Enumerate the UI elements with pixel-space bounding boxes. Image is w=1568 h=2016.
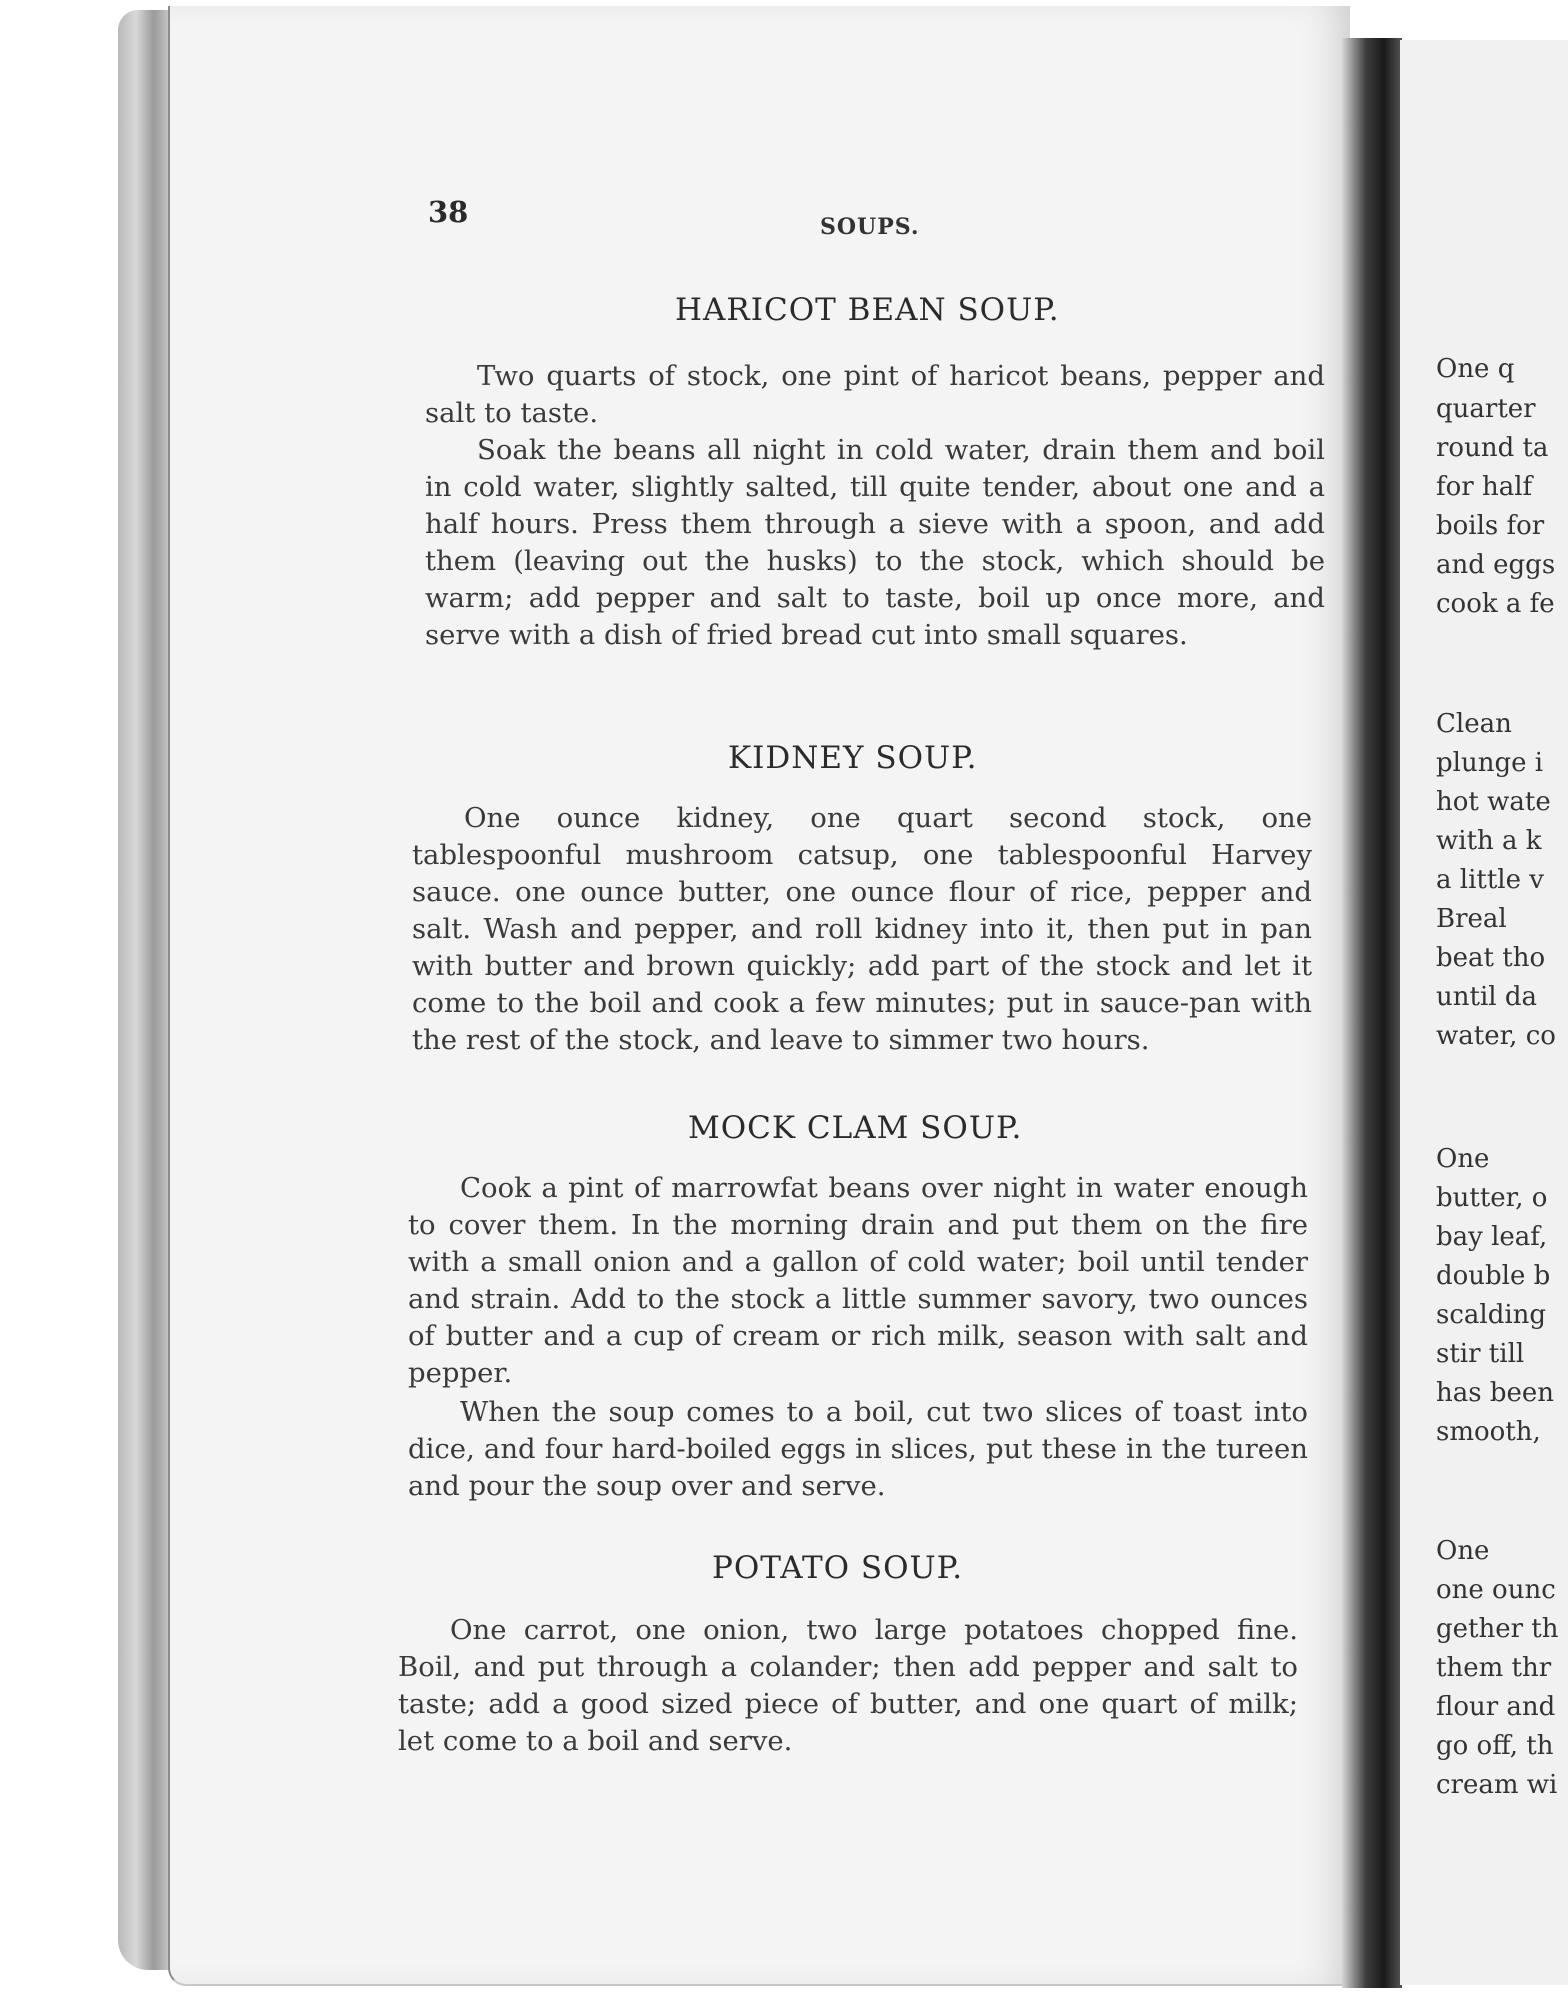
facing-page-line: butter, o bbox=[1436, 1183, 1548, 1213]
recipe-title: KIDNEY SOUP. bbox=[728, 740, 978, 776]
facing-page-line: for half bbox=[1436, 472, 1533, 502]
facing-page-line: stir till bbox=[1436, 1339, 1525, 1369]
facing-page-line: go off, th bbox=[1436, 1731, 1554, 1761]
facing-page-line: One q bbox=[1436, 354, 1515, 384]
facing-page-line: smooth, bbox=[1436, 1417, 1541, 1447]
facing-page-line: flour and bbox=[1436, 1692, 1556, 1722]
recipe-title: POTATO SOUP. bbox=[712, 1550, 964, 1586]
facing-page-line: gether th bbox=[1436, 1614, 1559, 1644]
book-gutter bbox=[1342, 38, 1402, 1988]
facing-page-line: one ounc bbox=[1436, 1575, 1556, 1605]
facing-page-line: scalding bbox=[1436, 1300, 1547, 1330]
facing-page-text bbox=[1400, 40, 1568, 1980]
facing-page-line: plunge i bbox=[1436, 748, 1544, 778]
recipe-title: HARICOT BEAN SOUP. bbox=[675, 292, 1060, 328]
page-number: 38 bbox=[428, 195, 469, 229]
recipe-paragraph: Two quarts of stock, one pint of haricot beans, pepper and salt to taste. bbox=[425, 360, 1325, 429]
facing-page-line: a little v bbox=[1436, 865, 1544, 895]
facing-page-line: water, co bbox=[1436, 1021, 1556, 1051]
facing-page-line: bay leaf, bbox=[1436, 1222, 1548, 1252]
facing-page-line: hot wate bbox=[1436, 787, 1551, 817]
facing-page-line: cream wi bbox=[1436, 1770, 1558, 1800]
running-head: SOUPS. bbox=[820, 214, 920, 240]
facing-page-line: quarter bbox=[1436, 394, 1536, 424]
facing-page-line: and eggs bbox=[1436, 550, 1556, 580]
facing-page-line: One bbox=[1436, 1536, 1490, 1566]
recipe-paragraph: Cook a pint of marrowfat beans over night in water enough to cover them. In the morning drain and put them on the fire with a small onion and a gallon of cold water; boil until tender and strain. Add to the stock a little summer savory, two ounces of butter and a cup of cream or rich milk, season with salt and pepper. bbox=[408, 1172, 1308, 1389]
facing-page-line: them thr bbox=[1436, 1653, 1552, 1683]
recipe-paragraph: Soak the beans all night in cold water, drain them and boil in cold water, slightly salted, till quite tender, about one and a half hours. Press them through a sieve with a spoon, and add them (leaving out the husks) to the stock, which should be warm; add pepper and salt to taste, boil up once more, and serve with a dish of fried bread cut into small squares. bbox=[425, 434, 1325, 651]
facing-page-line: cook a fe bbox=[1436, 589, 1555, 619]
recipe-paragraph: When the soup comes to a boil, cut two slices of toast into dice, and four hard-boiled eggs in slices, put these in the tureen and pour the soup over and serve. bbox=[408, 1396, 1308, 1502]
facing-page-line: until da bbox=[1436, 982, 1537, 1012]
recipe-title: MOCK CLAM SOUP. bbox=[688, 1110, 1023, 1146]
facing-page-line: Breal bbox=[1436, 904, 1507, 934]
facing-page-line: boils for bbox=[1436, 511, 1545, 541]
recipe-paragraph: One carrot, one onion, two large potatoes chopped fine. Boil, and put through a colander; then add pepper and salt to taste; add a good sized piece of butter, and one quart of milk; let come to a boil and serve. bbox=[398, 1614, 1298, 1757]
facing-page-line: with a k bbox=[1436, 826, 1542, 856]
facing-page-line: round ta bbox=[1436, 433, 1549, 463]
facing-page-line: has been bbox=[1436, 1378, 1555, 1408]
facing-page-line: One bbox=[1436, 1144, 1490, 1174]
recipe-paragraph: One ounce kidney, one quart second stock, one tablespoonful mushroom catsup, one tablespoonful Harvey sauce. one ounce butter, one ounce flour of rice, pepper and salt. Wash and pepper, and roll kidney into it, then put in pan with butter and brown quickly; add part of the stock and let it come to the boil and cook a few minutes; put in sauce-pan with the rest of the stock, and leave to simmer two hours. bbox=[412, 802, 1312, 1056]
facing-page-line: beat tho bbox=[1436, 943, 1546, 973]
facing-page-line: Clean bbox=[1436, 709, 1512, 739]
facing-page-line: double b bbox=[1436, 1261, 1551, 1291]
